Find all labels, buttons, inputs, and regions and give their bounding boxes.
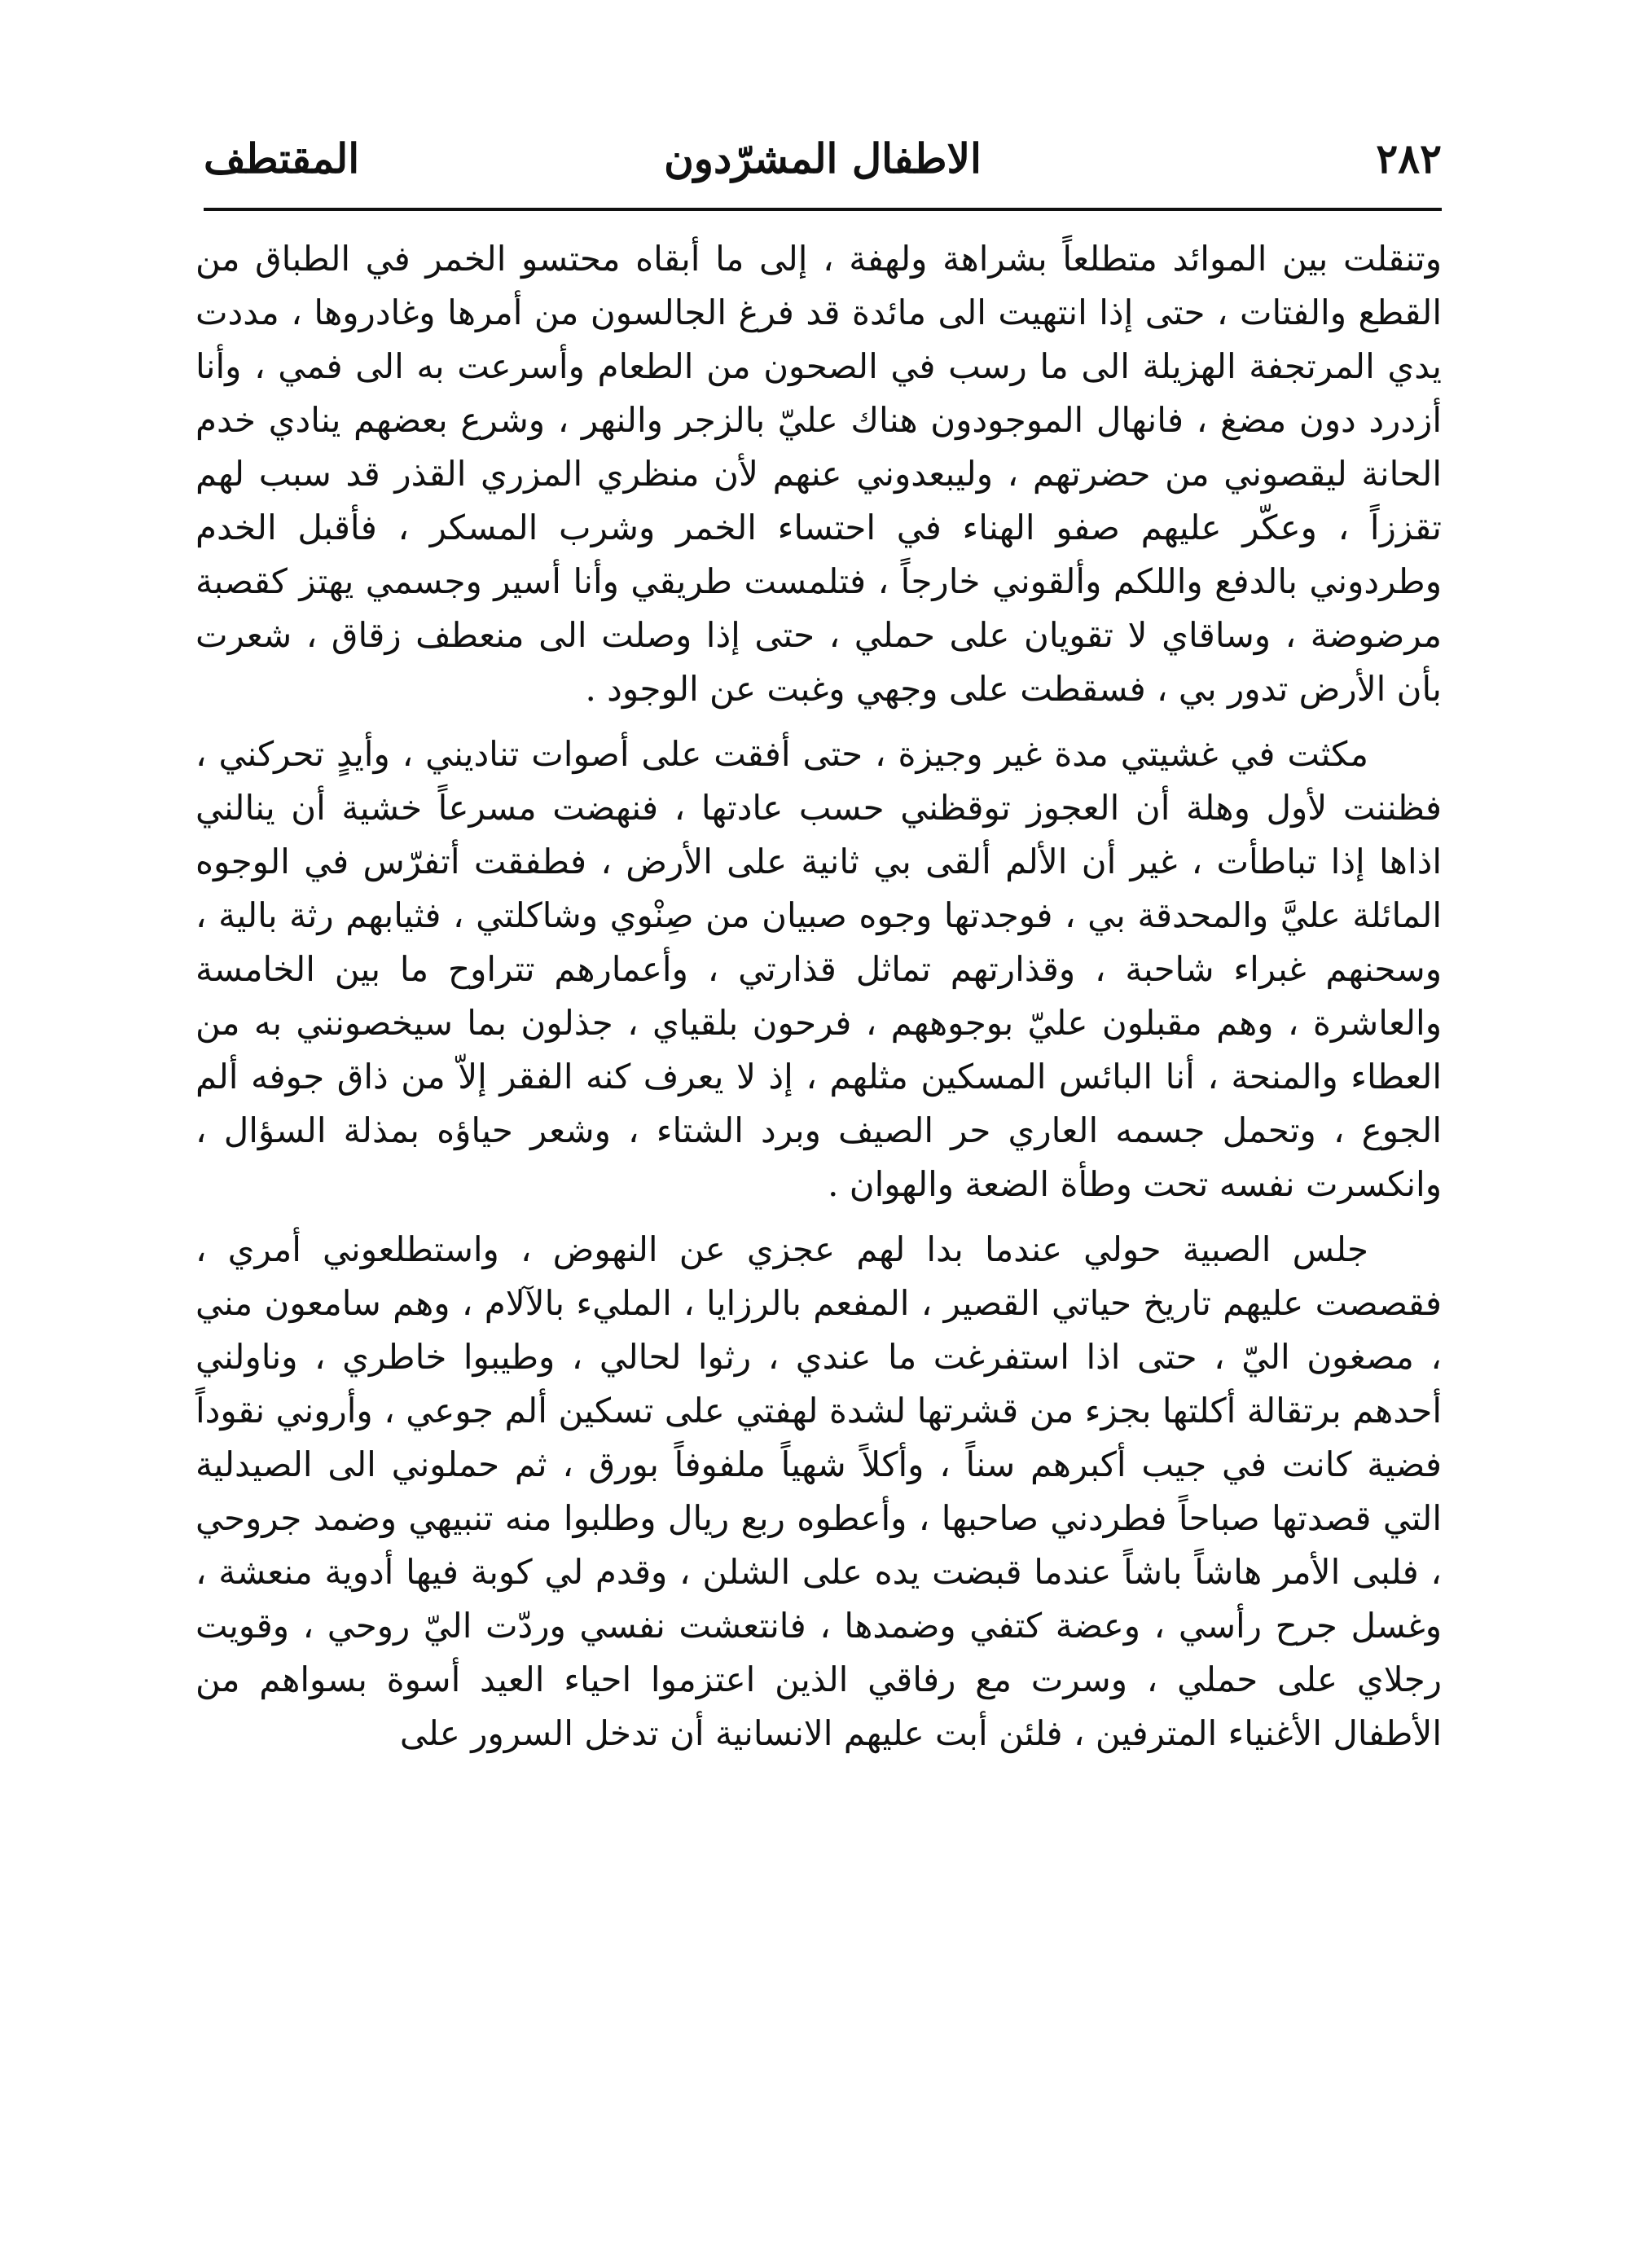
page-number: ٢٨٢ — [1376, 134, 1442, 182]
article-body — [195, 232, 1442, 1772]
paragraph-3: جلس الصبية حولي عندما بدا لهم عجزي عن النهوض ، واستطلعوني أمري ، فقصصت عليهم تاريخ حياتي القصير ، المفعم بالرزايا ، المليء بالآلام ، وهم سامعون مني ، مصغون اليّ ، حتى اذا استفرغت ما عندي ، رثوا لحالي ، وطيبوا خاطري ، وناولني أحدهم برتقالة أكلتها بجزء من قشرتها لشدة لهفتي على تسكين ألم جوعي ، وأروني نقوداً فضية كانت في جيب أكبرهم سناً ، وأكلاً شهياً ملفوفاً بورق ، ثم حملوني الى الصيدلية التي قصدتها صباحاً فطردني صاحبها ، وأعطوه ربع ريال وطلبوا منه تنبيهي وضمد جروحي ، فلبى الأمر هاشاً باشاً عندما قبضت يده على الشلن ، وقدم لي كوبة فيها أدوية منعشة ، وغسل جرح رأسي ، وعضة كتفي وضمدها ، فانتعشت نفسي وردّت اليّ روحي ، وقويت رجلاي على حملي ، وسرت مع رفاقي الذين اعتزموا احياء العيد أسوة بسواهم من الأطفال الأغنياء المترفين ، فلئن أبت عليهم الانسانية أن تدخل السرور على — [195, 1229, 1442, 1753]
header-rule — [204, 208, 1442, 211]
paragraph-1: وتنقلت بين الموائد متطلعاً بشراهة ولهفة ، إلى ما أبقاه محتسو الخمر في الطباق من القطع والفتات ، حتى إذا انتهيت الى مائدة قد فرغ الجالسون من أمرها وغادروها ، مددت يدي المرتجفة الهزيلة الى ما رسب في الصحون من الطعام وأسرعت به الى فمي ، وأنا أزدرد دون مضغ ، فانهال الموجودون هناك عليّ بالزجر والنهر ، وشرع بعضهم ينادي خدم الحانة ليقصوني من حضرتهم ، وليبعدوني عنهم لأن منظري المزري القذر قد سبب لهم تقززاً ، وعكّر عليهم صفو الهناء في احتساء الخمر وشرب المسكر ، فأقبل الخدم وطردوني بالدفع واللكم وألقوني خارجاً ، فتلمست طريقي وأنا أسير وجسمي يهتز كقصبة مرضوضة ، وساقاي لا تقويان على حملي ، حتى إذا وصلت الى منعطف زقاق ، شعرت بأن الأرض تدور بي ، فسقطت على وجهي وغبت عن الوجود . — [195, 239, 1442, 709]
paragraph-2: مكثت في غشيتي مدة غير وجيزة ، حتى أفقت على أصوات تناديني ، وأيدٍ تحركني ، فظننت لأول وهلة أن العجوز توقظني حسب عادتها ، فنهضت مسرعاً خشية أن ينالني اذاها إذا تباطأت ، غير أن الألم ألقى بي ثانية على الأرض ، فطفقت أتفرّس في الوجوه المائلة عليَّ والمحدقة بي ، فوجدتها وجوه صبيان من صِنْوي وشاكلتي ، فثيابهم رثة بالية ، وسحنهم غبراء شاحبة ، وقذارتهم تماثل قذارتي ، وأعمارهم تتراوح ما بين الخامسة والعاشرة ، وهم مقبلون عليّ بوجوههم ، فرحون بلقياي ، جذلون بما سيخصونني به من العطاء والمنحة ، أنا البائس المسكين مثلهم ، إذ لا يعرف كنه الفقر إلاّ من ذاق جوفه ألم الجوع ، وتحمل جسمه العاري حر الصيف وبرد الشتاء ، وشعر حياؤه بمذلة السؤال ، وانكسرت نفسه تحت وطأة الضعة والهوان . — [195, 734, 1443, 1204]
page-header — [204, 122, 1442, 196]
article-title: الاطفال المشرّدون — [664, 134, 982, 182]
journal-name: المقتطف — [204, 134, 360, 182]
